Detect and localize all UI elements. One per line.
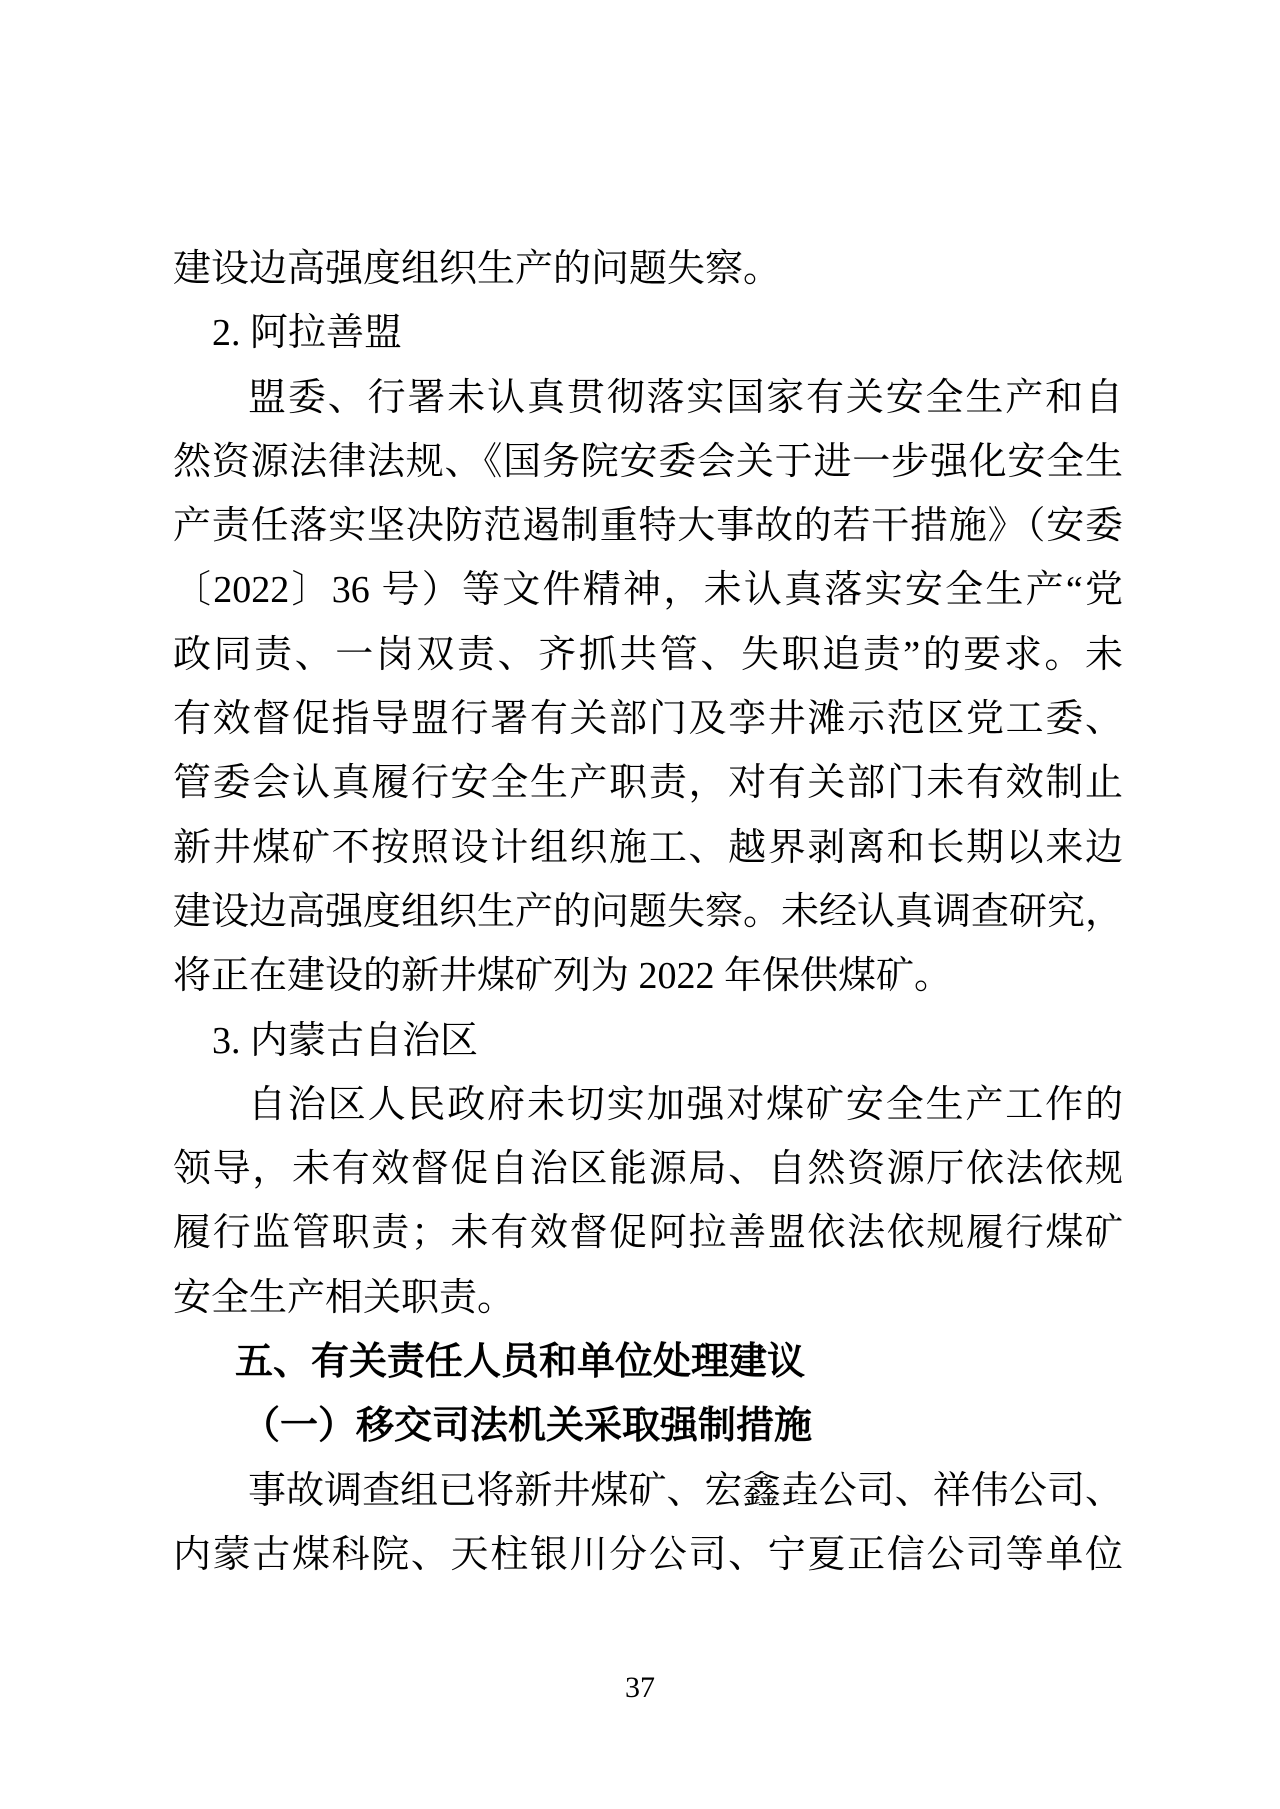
numbered-item: 2. 阿拉善盟 (212, 312, 403, 355)
page-number: 37 (625, 1671, 655, 1704)
text-line: 然资源法律法规、《国务院安委会关于进一步强化安全生 (173, 440, 1123, 483)
text-line: 盟委、行署未认真贯彻落实国家有关安全生产和自 (248, 376, 1123, 419)
section-heading: 五、有关责任人员和单位处理建议 (235, 1341, 806, 1384)
text-line: 政同责、一岗双责、齐抓共管、失职追责”的要求。未 (173, 633, 1123, 676)
subsection-heading: （一）移交司法机关采取强制措施 (242, 1405, 813, 1448)
text-line: 内蒙古煤科院、天柱银川分公司、宁夏正信公司等单位 (173, 1533, 1123, 1576)
text-line: 〔2022〕36 号）等文件精神，未认真落实安全生产“党 (173, 569, 1123, 612)
text-line: 事故调查组已将新井煤矿、宏鑫垚公司、祥伟公司、 (248, 1469, 1123, 1512)
text-line: 自治区人民政府未切实加强对煤矿安全生产工作的 (248, 1083, 1123, 1126)
numbered-item: 3. 内蒙古自治区 (212, 1019, 479, 1062)
text-line: 产责任落实坚决防范遏制重特大事故的若干措施》（安委 (173, 505, 1123, 548)
text-line: 建设边高强度组织生产的问题失察。 (173, 248, 782, 290)
text-line: 新井煤矿不按照设计组织施工、越界剥离和长期以来边 (173, 826, 1123, 869)
text-line: 将正在建设的新井煤矿列为 2022 年保供煤矿。 (173, 955, 953, 998)
text-line: 领导，未有效督促自治区能源局、自然资源厅依法依规 (173, 1148, 1123, 1191)
text-line: 安全生产相关职责。 (173, 1276, 516, 1319)
document-body (173, 237, 1123, 1587)
text-line: 建设边高强度组织生产的问题失察。未经认真调查研究， (173, 890, 1124, 933)
text-line: 有效督促指导盟行署有关部门及孪井滩示范区党工委、 (173, 698, 1123, 741)
text-line: 履行监管职责；未有效督促阿拉善盟依法依规履行煤矿 (173, 1212, 1123, 1255)
text-line: 管委会认真履行安全生产职责，对有关部门未有效制止 (173, 762, 1123, 805)
